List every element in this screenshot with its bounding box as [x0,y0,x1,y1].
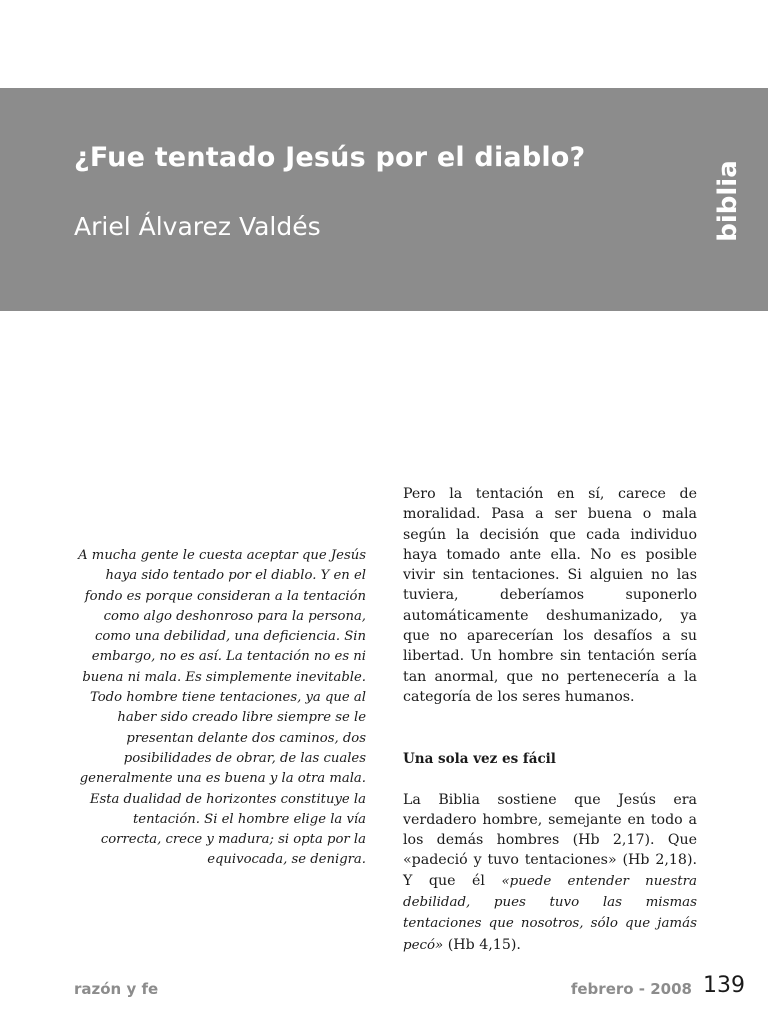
body-paragraph-2 [403,790,697,956]
article-author: Ariel Álvarez Valdés [74,212,321,241]
page-number: 139 [703,973,745,998]
header-band [0,88,768,311]
section-label: biblia [713,160,744,242]
body-paragraph-1: Pero la tentación en sí, carece de moralidad. Pasa a ser buena o mala según la decisión que cada individuo haya tomado ante ella. No es posible vivir sin tentaciones. Si alguien no las tuviera, deberíamos suponerlo automáticamente deshumanizado, ya que no aparecerían los desafíos a su libertad. Un hombre sin tentación sería tan anormal, que no pertenecería a la categoría de los seres humanos. [403,486,697,705]
paragraph-2-end: (Hb 4,15). [443,936,521,953]
paragraph-2-start: La Biblia sostiene que Jesús era verdadero hombre, semejante en todo a los demás hombres (Hb 2,17). Que «padeció y tuvo tentaciones» (Hb 2,18). Y que él [403,791,697,889]
section-tag [706,160,750,242]
article-title: ¿Fue tentado Jesús por el diablo? [74,142,586,173]
biblical-quote: «puede entender nuestra debilidad, pues tuvo las mismas tentaciones que nosotros, sólo que jamás pecó» [403,873,697,953]
footer-journal: razón y fe [74,980,159,998]
subheading: Una sola vez es fácil [403,751,556,768]
abstract: A mucha gente le cuesta aceptar que Jesús haya sido tentado por el diablo. Y en el fondo es porque consideran a la tentación como algo deshonroso para la persona, como una debilidad, una deficiencia. Sin embargo, no es así. La tentación no es ni buena ni mala. Es simplemente inevitable. Todo hombre tiene tentaciones, ya que al haber sido creado libre siempre se le presentan delante dos caminos, dos posibilidades de obrar, de las cuales generalmente una es buena y la otra mala. Esta dualidad de horizontes constituye la tentación. Si el hombre elige la vía correcta, crece y madura; si opta por la equivocada, se denigra. [78,548,366,868]
body-column [403,484,697,956]
footer-date-text: febrero - 2008 [570,980,692,998]
footer-date [571,980,692,998]
